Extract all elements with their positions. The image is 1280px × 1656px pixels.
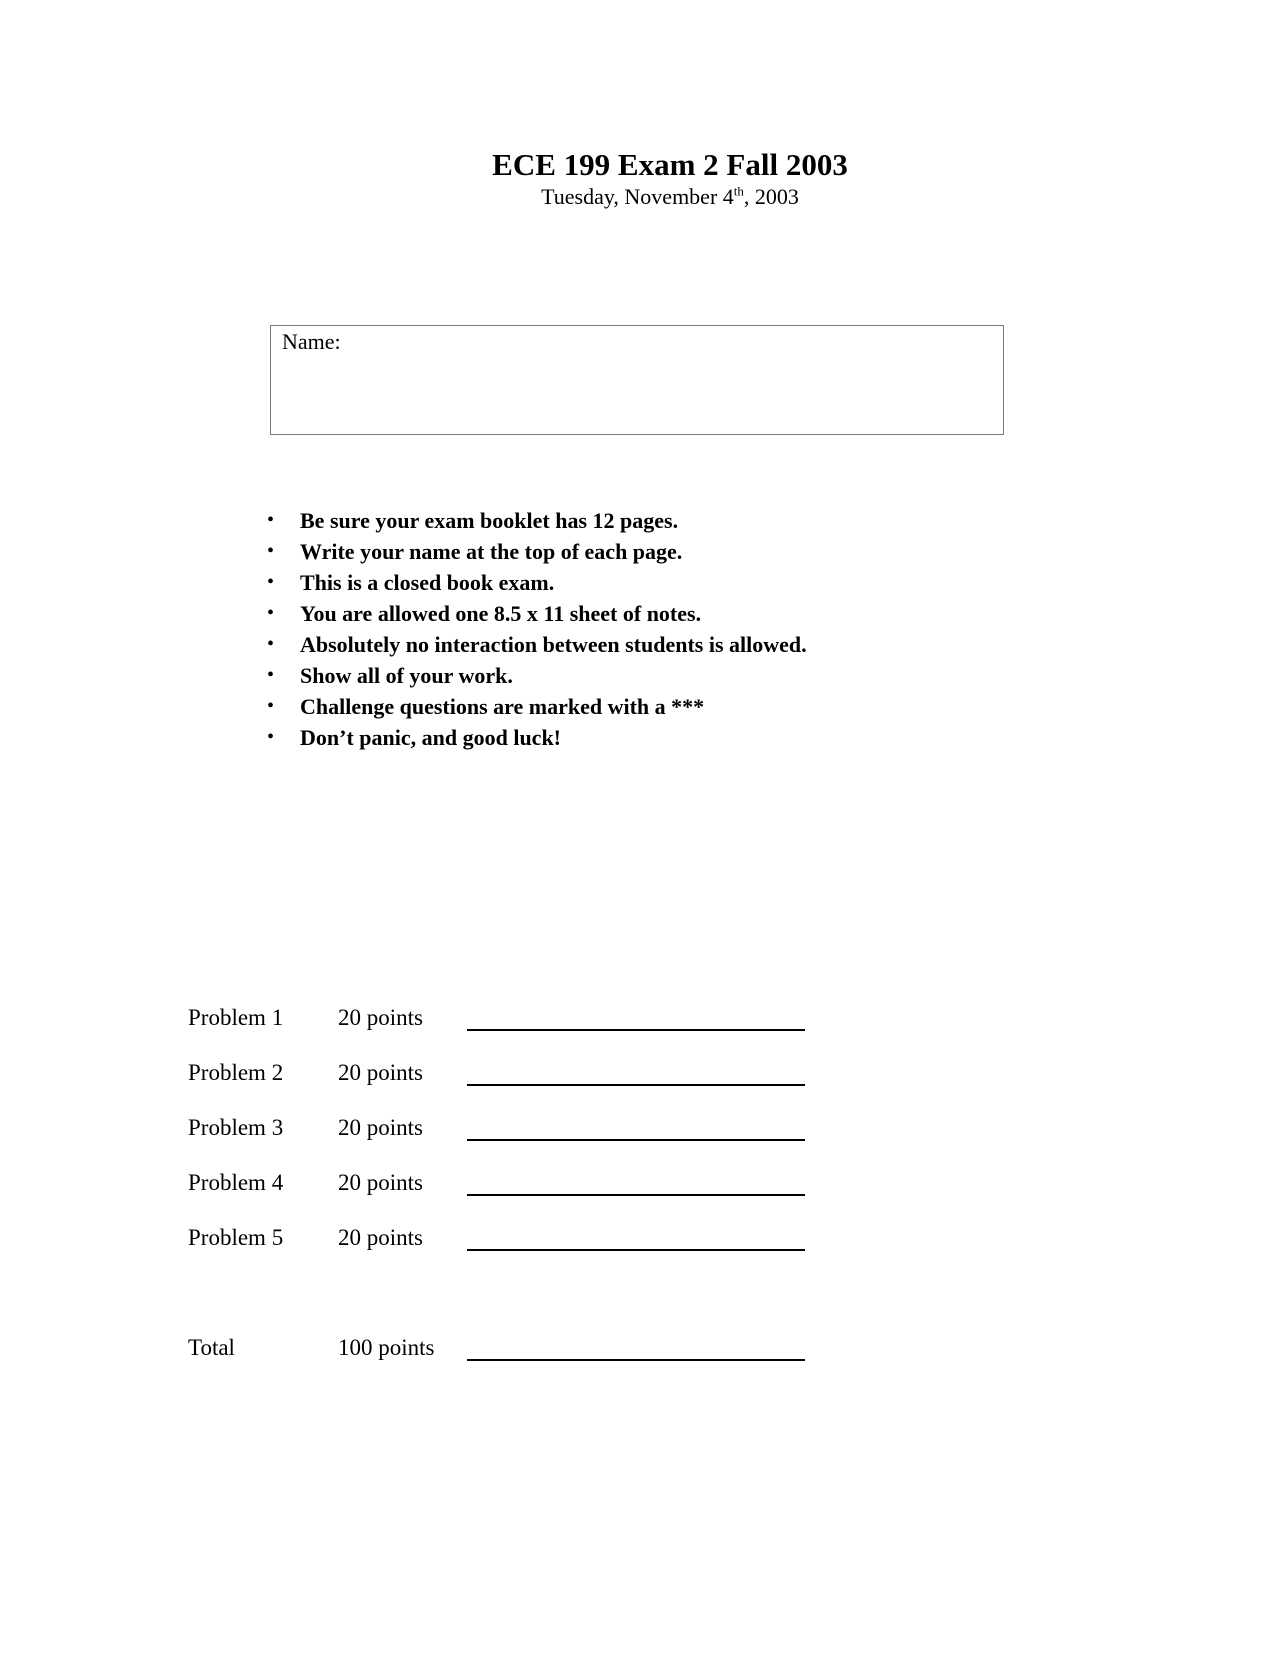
- exam-title: ECE 199 Exam 2 Fall 2003: [492, 147, 848, 182]
- score-entry-line[interactable]: [467, 1029, 805, 1031]
- exam-date-ordinal: th: [733, 183, 744, 199]
- name-field-box[interactable]: [270, 325, 1004, 435]
- score-entry-line[interactable]: [467, 1194, 805, 1196]
- score-label: Problem 5: [188, 1225, 284, 1250]
- instruction-text: Be sure your exam booklet has 12 pages.: [300, 508, 679, 533]
- bullet-icon: •: [267, 509, 275, 531]
- bullet-icon: •: [267, 695, 275, 717]
- bullet-icon: •: [267, 571, 275, 593]
- instruction-item: [260, 629, 807, 660]
- instruction-item: [260, 567, 807, 598]
- instruction-text: This is a closed book exam.: [300, 570, 555, 595]
- exam-header: [0, 146, 1280, 210]
- score-row-total: [188, 1332, 838, 1364]
- instruction-item: [260, 536, 807, 567]
- score-points: 20 points: [338, 1005, 423, 1030]
- instruction-item: [260, 691, 807, 722]
- instruction-item: [260, 505, 807, 536]
- instruction-item: [260, 660, 807, 691]
- score-label: Problem 3: [188, 1115, 284, 1140]
- instruction-item: [260, 598, 807, 629]
- score-points: 20 points: [338, 1225, 423, 1250]
- instruction-text: Challenge questions are marked with a ***: [300, 694, 705, 719]
- exam-date-suffix: , 2003: [743, 184, 799, 209]
- instruction-text: You are allowed one 8.5 x 11 sheet of notes.: [300, 601, 702, 626]
- exam-date: [0, 184, 1280, 210]
- instruction-text: Don’t panic, and good luck!: [300, 725, 562, 750]
- score-points: 20 points: [338, 1060, 423, 1085]
- bullet-icon: •: [267, 633, 275, 655]
- score-entry-line[interactable]: [467, 1359, 805, 1361]
- score-points: 100 points: [338, 1335, 435, 1360]
- bullet-icon: •: [267, 664, 275, 686]
- score-label: Problem 2: [188, 1060, 284, 1085]
- instruction-text: Write your name at the top of each page.: [300, 539, 683, 564]
- score-row-problem-2: [188, 1057, 838, 1089]
- score-entry-line[interactable]: [467, 1139, 805, 1141]
- score-row-problem-1: [188, 1002, 838, 1034]
- exam-date-prefix: Tuesday, November 4: [541, 184, 734, 209]
- score-row-problem-5: [188, 1222, 838, 1254]
- instruction-text: Show all of your work.: [300, 663, 513, 688]
- instruction-text: Absolutely no interaction between students is allowed.: [300, 632, 807, 657]
- bullet-icon: •: [267, 602, 275, 624]
- score-row-problem-3: [188, 1112, 838, 1144]
- score-points: 20 points: [338, 1115, 423, 1140]
- score-entry-line[interactable]: [467, 1249, 805, 1251]
- score-points: 20 points: [338, 1170, 423, 1195]
- score-label: Total: [188, 1335, 235, 1360]
- instructions-list: [260, 505, 807, 753]
- name-label: Name:: [282, 329, 341, 354]
- score-entry-line[interactable]: [467, 1084, 805, 1086]
- score-label: Problem 1: [188, 1005, 284, 1030]
- instruction-item: [260, 722, 807, 753]
- bullet-icon: •: [267, 726, 275, 748]
- bullet-icon: •: [267, 540, 275, 562]
- score-label: Problem 4: [188, 1170, 284, 1195]
- score-row-problem-4: [188, 1167, 838, 1199]
